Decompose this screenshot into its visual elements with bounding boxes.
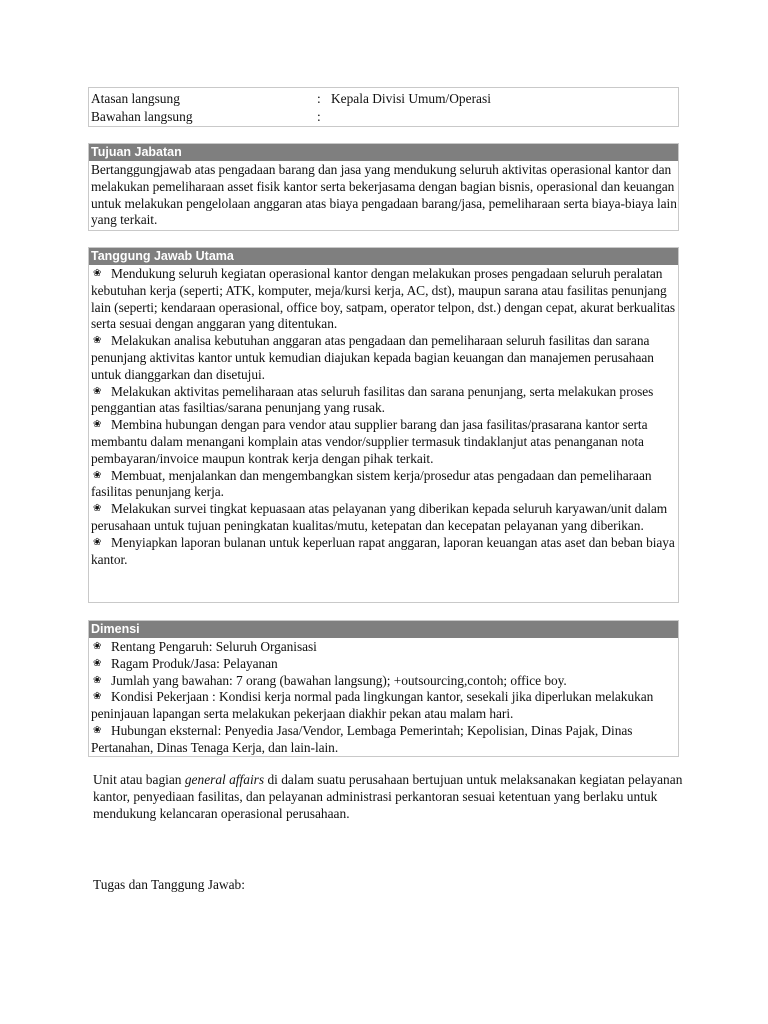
list-item-text: Jumlah yang bawahan: 7 orang (bawahan langsung); +outsourcing,contoh; office boy. — [111, 672, 567, 688]
section-header: Tanggung Jawab Utama — [89, 248, 678, 265]
flower-bullet-icon: ❀ — [93, 335, 102, 347]
flower-bullet-icon: ❀ — [93, 419, 102, 431]
flower-bullet-icon: ❀ — [93, 536, 102, 548]
flower-bullet-icon: ❀ — [93, 674, 102, 686]
general-affairs-paragraph — [93, 771, 683, 822]
list-item — [91, 384, 678, 418]
list-item-text: Mendukung seluruh kegiatan operasional kantor dengan melakukan proses pengadaan seluruh peralatan kebutuhan kerja (seperti; ATK, komputer, meja/kursi kerja, AC, dst), maupun sarana atau fasilitas penunjang lain (seperti; kendaraan operasional, office boy, satpam, operator telpon, dst.) dengan cepat, akurat berkualitas serta sesuai dengan anggaran yang ditentukan. — [91, 266, 676, 332]
info-separator: : — [317, 91, 321, 106]
info-label: Bawahan langsung — [91, 109, 193, 124]
list-item — [91, 673, 678, 690]
section-header: Tujuan Jabatan — [89, 144, 678, 161]
info-value: Kepala Divisi Umum/Operasi — [331, 91, 491, 106]
list-item-text: Rentang Pengaruh: Seluruh Organisasi — [111, 639, 317, 654]
list-item — [91, 535, 678, 569]
list-item-text: Kondisi Pekerjaan : Kondisi kerja normal pada lingkungan kantor, sesekali jika diperlukan melakukan peninjauan lapangan serta melakukan pekerjaan diakhir pekan atau malam hari. — [91, 689, 654, 722]
tujuan-jabatan-section — [88, 143, 679, 231]
flower-bullet-icon: ❀ — [93, 691, 102, 703]
list-item-text: Membuat, menjalankan dan mengembangkan sistem kerja/prosedur atas pengadaan dan pemeliharaan fasilitas penunjang kerja. — [91, 467, 652, 500]
list-item — [91, 656, 678, 673]
list-item-text: Membina hubungan dengan para vendor atau supplier barang dan jasa fasilitas/prasarana kantor serta membantu dalam menangani komplain atas vendor/supplier termasuk tindaklanjut atas penanganan nota pembayaran/invoice maupun kontrak kerja dengan pihak terkait. — [91, 417, 648, 466]
section-body: Bertanggungjawab atas pengadaan barang dan jasa yang mendukung seluruh aktivitas operasional kantor dan melakukan pemeliharaan asset fisik kantor serta bekerjasama dengan bagian bisnis, operasional dan keuangan untuk melakukan pengelolaan anggaran atas biaya pengadaan barang/jasa, pemeliharaan serta biaya-biaya lain yang terkait. — [91, 162, 677, 228]
tugas-heading: Tugas dan Tanggung Jawab: — [93, 877, 245, 892]
flower-bullet-icon: ❀ — [93, 724, 102, 736]
flower-bullet-icon: ❀ — [93, 503, 102, 515]
paragraph-text-end: di dalam suatu perusahaan bertujuan untuk melaksanakan kegiatan pelayanan kantor, penyediaan fasilitas, dan pelayanan administrasi perkantoran sesuai ketentuan yang berlaku untuk mendukung kelancaran operasional perusahaan. — [93, 772, 683, 821]
flower-bullet-icon: ❀ — [93, 657, 102, 669]
flower-bullet-icon: ❀ — [93, 641, 102, 652]
paragraph-text-start: Unit atau bagian — [93, 772, 185, 787]
section-header: Dimensi — [89, 621, 678, 638]
list-item — [91, 468, 678, 502]
info-label: Atasan langsung — [91, 91, 180, 106]
paragraph-italic-term: general affairs — [184, 772, 265, 787]
info-row-bawahan — [90, 108, 678, 126]
list-item-text: Hubungan eksternal: Penyedia Jasa/Vendor, Lembaga Pemerintah; Kepolisian, Dinas Pajak, Dinas Pertanahan, Dinas Tenaga Kerja, dan lain-lain. — [91, 722, 633, 755]
list-item-text: Ragam Produk/Jasa: Pelayanan — [111, 655, 278, 671]
list-item-text: Melakukan analisa kebutuhan anggaran atas pengadaan dan pemeliharaan seluruh fasilitas dan sarana penunjang aktivitas kantor untuk kemudian diajukan kepada bagian keuangan dan manajemen perusahaan untuk dianggarkan dan disetujui. — [91, 333, 654, 382]
reporting-info-box — [88, 87, 679, 127]
list-item-text: Melakukan aktivitas pemeliharaan atas seluruh fasilitas dan sarana penunjang, serta melakukan proses penggantian atas fasiltias/sarana penunjang yang rusak. — [91, 383, 654, 416]
flower-bullet-icon: ❀ — [93, 385, 102, 397]
list-item — [91, 639, 678, 656]
list-item — [91, 266, 678, 333]
dimensi-section — [88, 620, 679, 757]
list-item — [91, 417, 678, 467]
info-separator: : — [317, 109, 321, 124]
list-item — [91, 689, 678, 723]
flower-bullet-icon: ❀ — [93, 268, 102, 279]
list-item — [91, 333, 678, 383]
dimension-list — [89, 638, 678, 759]
tanggung-jawab-section — [88, 247, 679, 603]
list-item-text: Melakukan survei tingkat kepuasaan atas pelayanan yang diberikan kepada seluruh karyawan/unit dalam perusahaan untuk tujuan peningkatan kualitas/mutu, ketepatan dan kecepatan pelayanan yang diberikan. — [91, 501, 668, 533]
list-item — [91, 723, 678, 757]
responsibility-list — [89, 265, 678, 570]
info-row-atasan — [90, 90, 678, 108]
flower-bullet-icon: ❀ — [93, 469, 102, 481]
list-item — [91, 501, 678, 535]
list-item-text: Menyiapkan laporan bulanan untuk keperluan rapat anggaran, laporan keuangan atas aset dan beban biaya kantor. — [91, 534, 675, 567]
